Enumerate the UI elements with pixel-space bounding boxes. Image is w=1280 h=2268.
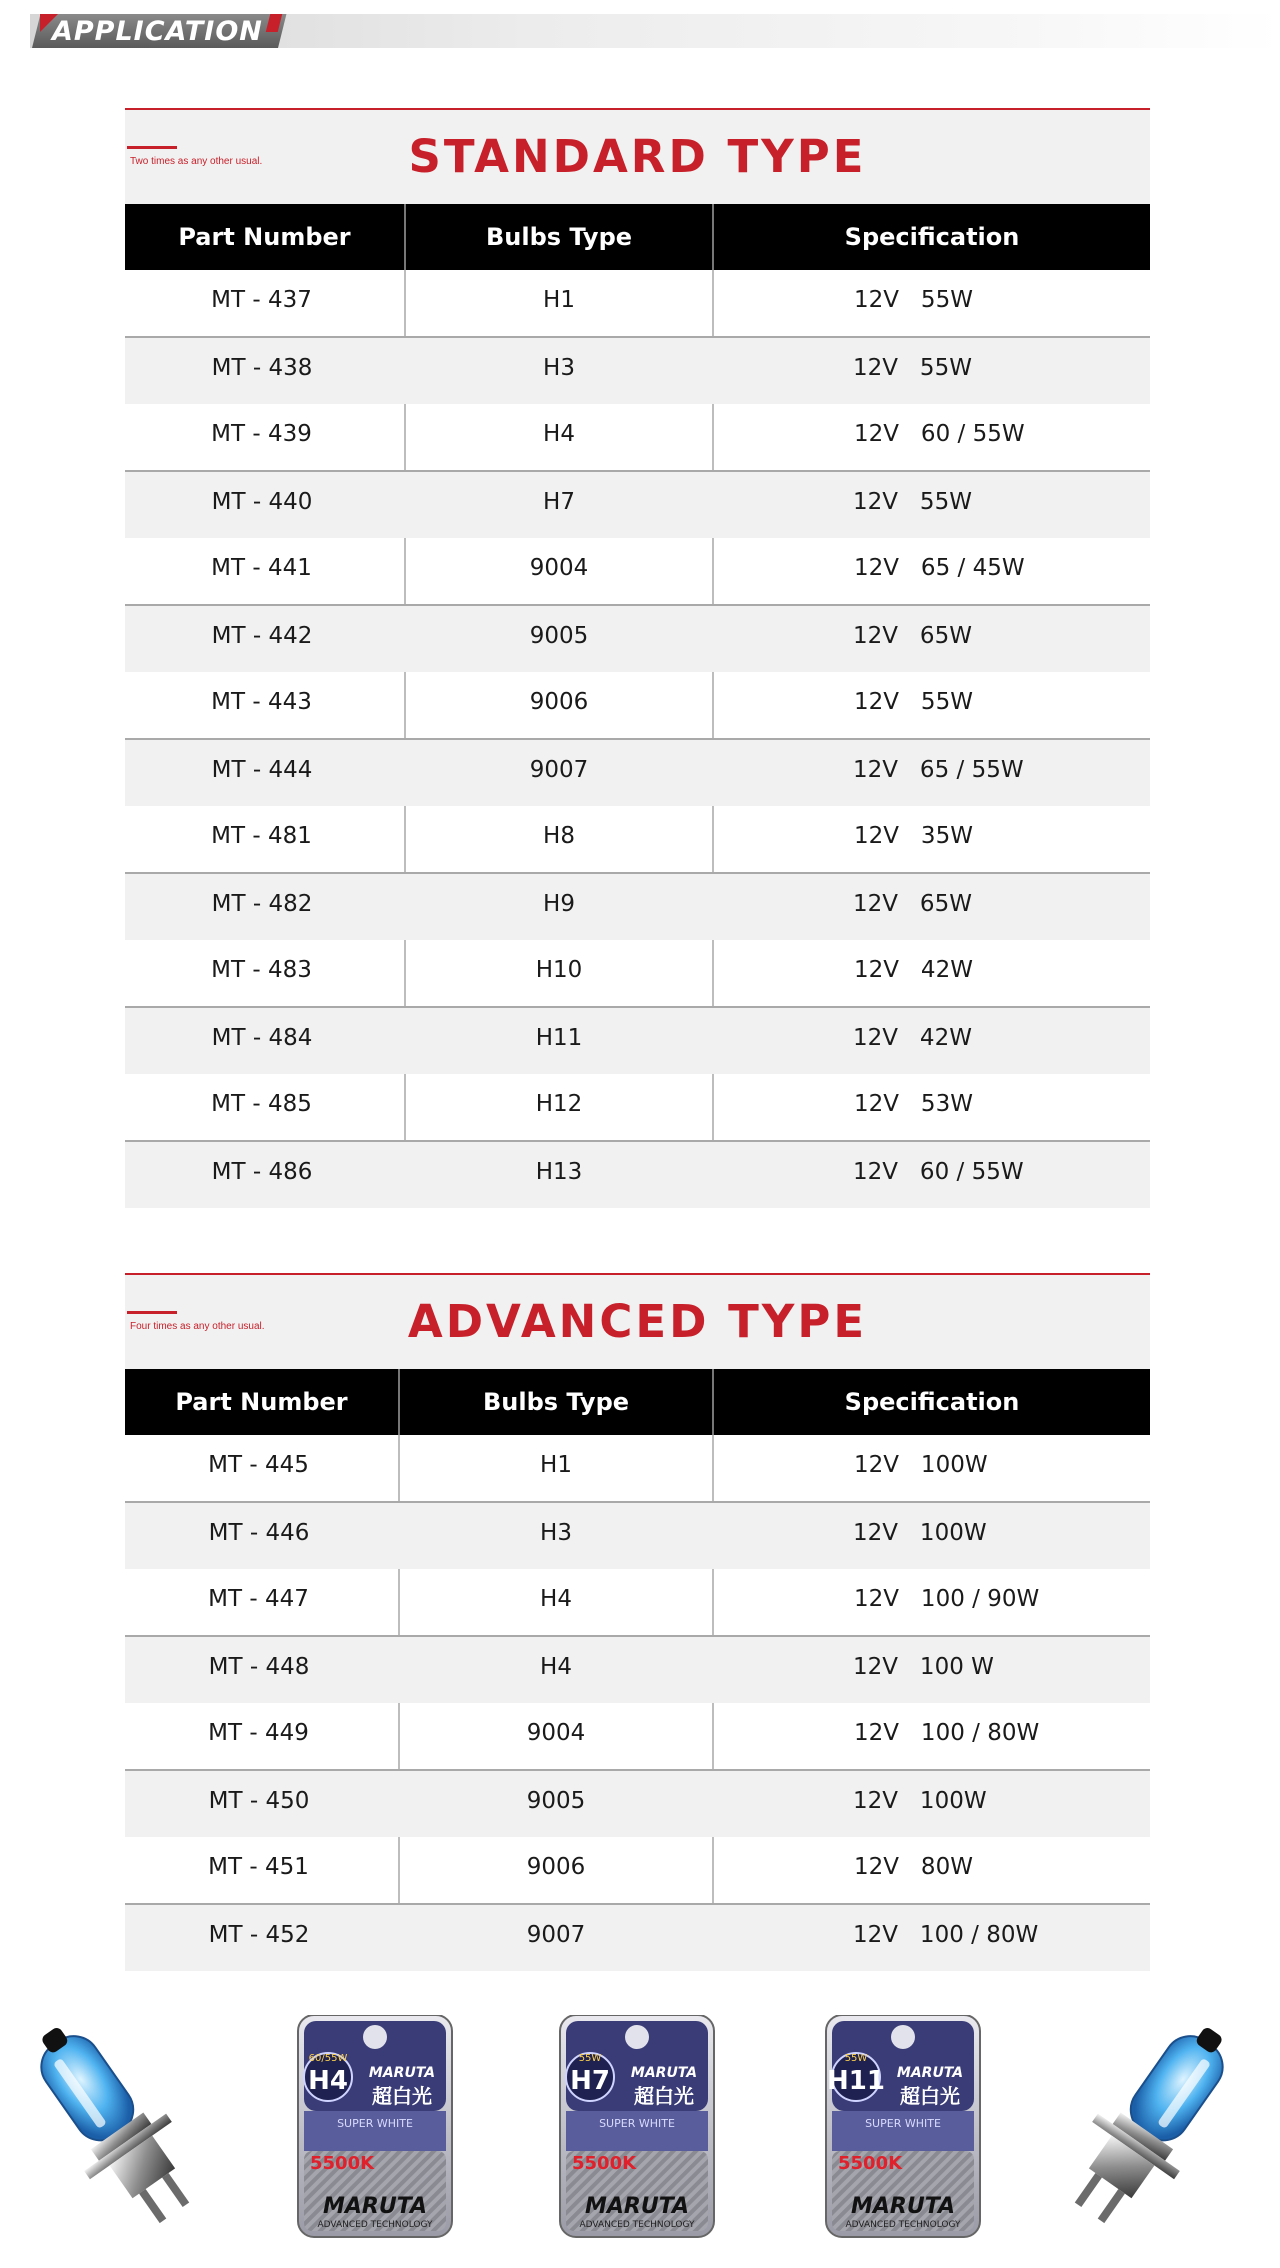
bulb-type-cell: 9005 (405, 605, 713, 672)
box-wattage: 55W (844, 2053, 868, 2064)
specification-cell: 12V 42W (713, 1007, 1150, 1074)
bulb-type-cell: 9004 (399, 1703, 713, 1770)
bulb-type-cell: H13 (405, 1141, 713, 1208)
specification-cell: 12V 55W (713, 471, 1150, 538)
table-row (125, 672, 1150, 739)
part-number-cell: MT - 443 (125, 672, 405, 739)
part-number-cell: MT - 441 (125, 538, 405, 605)
specification-cell: 12V 100 / 80W (713, 1703, 1150, 1770)
col-header-specification: Specification (713, 1369, 1150, 1435)
part-number-cell: MT - 482 (125, 873, 405, 940)
section-title: STANDARD TYPE (408, 130, 867, 183)
table-row (125, 1141, 1150, 1208)
box-brand-top: MARUTA (368, 2065, 436, 2081)
bulb-type-cell: H1 (399, 1435, 713, 1502)
part-number-cell: MT - 442 (125, 605, 405, 672)
bulb-type-cell: H12 (405, 1074, 713, 1141)
col-header-bulbs-type: Bulbs Type (399, 1369, 713, 1435)
part-number-cell: MT - 447 (125, 1569, 399, 1636)
part-number-cell: MT - 451 (125, 1837, 399, 1904)
table-row (125, 806, 1150, 873)
table-row (125, 1837, 1150, 1904)
bulb-type-cell: 9007 (405, 739, 713, 806)
specification-cell: 12V 55W (713, 270, 1150, 337)
box-color-temp: 5500K (310, 2153, 375, 2174)
bulb-type-cell: H4 (399, 1569, 713, 1636)
part-number-cell: MT - 481 (125, 806, 405, 873)
part-number-cell: MT - 446 (125, 1502, 399, 1569)
box-tagline: ADVANCED TECHNOLOGY (579, 2220, 695, 2230)
section-header (125, 108, 1150, 204)
table-row (125, 270, 1150, 337)
bulb-type-cell: H11 (405, 1007, 713, 1074)
table-row (125, 605, 1150, 672)
col-header-specification: Specification (713, 204, 1150, 270)
part-number-cell: MT - 486 (125, 1141, 405, 1208)
box-brand: MARUTA (584, 2194, 690, 2219)
specification-cell: 12V 65 / 45W (713, 538, 1150, 605)
specification-cell: 12V 100 / 80W (713, 1904, 1150, 1971)
table-row (125, 1703, 1150, 1770)
table-row (125, 1569, 1150, 1636)
specification-cell: 12V 100W (713, 1502, 1150, 1569)
bulb-type-cell: H1 (405, 270, 713, 337)
section-title: ADVANCED TYPE (407, 1295, 868, 1348)
bulb-type-cell: H7 (405, 471, 713, 538)
specification-cell: 12V 65W (713, 605, 1150, 672)
bulb-type-cell: H4 (405, 404, 713, 471)
table-row (125, 471, 1150, 538)
section-tagline: Four times as any other usual. (130, 1321, 265, 1332)
part-number-cell: MT - 444 (125, 739, 405, 806)
part-number-cell: MT - 437 (125, 270, 405, 337)
bulb-type-cell: 9007 (399, 1904, 713, 1971)
part-number-cell: MT - 450 (125, 1770, 399, 1837)
product-box-image (818, 2015, 988, 2240)
specification-cell: 12V 80W (713, 1837, 1150, 1904)
bulb-type-cell: H3 (399, 1502, 713, 1569)
standard-type-section (125, 108, 1150, 1208)
table-row (125, 873, 1150, 940)
box-chinese-label: 超白光 (900, 2084, 960, 2108)
part-number-cell: MT - 440 (125, 471, 405, 538)
box-brand-top: MARUTA (896, 2065, 964, 2081)
table-row (125, 1904, 1150, 1971)
table-header-row (125, 204, 1150, 270)
box-tagline: ADVANCED TECHNOLOGY (317, 2220, 433, 2230)
part-number-cell: MT - 438 (125, 337, 405, 404)
bulb-type-cell: 9005 (399, 1770, 713, 1837)
bulb-type-cell: 9006 (405, 672, 713, 739)
specification-cell: 12V 100W (713, 1770, 1150, 1837)
banner-label: APPLICATION (52, 16, 263, 47)
part-number-cell: MT - 448 (125, 1636, 399, 1703)
bulb-type-cell: H4 (399, 1636, 713, 1703)
product-box-image (290, 2015, 460, 2240)
specification-cell: 12V 60 / 55W (713, 404, 1150, 471)
bulb-type-cell: 9006 (399, 1837, 713, 1904)
specification-cell: 12V 42W (713, 940, 1150, 1007)
box-line-label: SUPER WHITE (865, 2117, 941, 2130)
application-banner (0, 0, 1280, 60)
col-header-part-number: Part Number (125, 1369, 399, 1435)
col-header-part-number: Part Number (125, 204, 405, 270)
table-row (125, 1502, 1150, 1569)
bulb-type-cell: H9 (405, 873, 713, 940)
table-row (125, 1074, 1150, 1141)
table-header-row (125, 1369, 1150, 1435)
table-row (125, 1435, 1150, 1502)
box-line-label: SUPER WHITE (337, 2117, 413, 2130)
halogen-bulb-image-left (4, 2013, 214, 2243)
specification-cell: 12V 35W (713, 806, 1150, 873)
standard-spec-table (125, 204, 1150, 1208)
box-tagline: ADVANCED TECHNOLOGY (845, 2220, 961, 2230)
table-row (125, 1007, 1150, 1074)
specification-cell: 12V 53W (713, 1074, 1150, 1141)
advanced-spec-table (125, 1369, 1150, 1971)
box-bulb-type: H4 (308, 2066, 348, 2096)
box-color-temp: 5500K (572, 2153, 637, 2174)
box-brand: MARUTA (322, 2194, 428, 2219)
specification-cell: 12V 100 / 90W (713, 1569, 1150, 1636)
col-header-bulbs-type: Bulbs Type (405, 204, 713, 270)
section-header (125, 1273, 1150, 1369)
box-color-temp: 5500K (838, 2153, 903, 2174)
product-box-image (552, 2015, 722, 2240)
box-bulb-type: H11 (827, 2066, 885, 2096)
part-number-cell: MT - 452 (125, 1904, 399, 1971)
specification-cell: 12V 65 / 55W (713, 739, 1150, 806)
box-wattage: 60/55W (308, 2053, 348, 2064)
table-row (125, 940, 1150, 1007)
section-tagline: Two times as any other usual. (130, 156, 263, 167)
specification-cell: 12V 55W (713, 672, 1150, 739)
table-row (125, 538, 1150, 605)
specification-cell: 12V 55W (713, 337, 1150, 404)
specification-cell: 12V 100 W (713, 1636, 1150, 1703)
box-brand-top: MARUTA (630, 2065, 698, 2081)
specification-cell: 12V 65W (713, 873, 1150, 940)
table-row (125, 337, 1150, 404)
part-number-cell: MT - 449 (125, 1703, 399, 1770)
table-row (125, 1770, 1150, 1837)
part-number-cell: MT - 445 (125, 1435, 399, 1502)
advanced-type-section (125, 1273, 1150, 1971)
box-line-label: SUPER WHITE (599, 2117, 675, 2130)
table-row (125, 739, 1150, 806)
bulb-type-cell: H8 (405, 806, 713, 873)
bulb-type-cell: H3 (405, 337, 713, 404)
part-number-cell: MT - 485 (125, 1074, 405, 1141)
bulb-type-cell: 9004 (405, 538, 713, 605)
bulb-type-cell: H10 (405, 940, 713, 1007)
box-wattage: 55W (578, 2053, 602, 2064)
box-chinese-label: 超白光 (634, 2084, 694, 2108)
box-chinese-label: 超白光 (372, 2084, 432, 2108)
part-number-cell: MT - 439 (125, 404, 405, 471)
part-number-cell: MT - 484 (125, 1007, 405, 1074)
box-bulb-type: H7 (570, 2066, 610, 2096)
table-row (125, 1636, 1150, 1703)
box-brand: MARUTA (850, 2194, 956, 2219)
product-gallery (0, 1995, 1280, 2268)
specification-cell: 12V 60 / 55W (713, 1141, 1150, 1208)
specification-cell: 12V 100W (713, 1435, 1150, 1502)
halogen-bulb-image-right (1050, 2013, 1260, 2243)
part-number-cell: MT - 483 (125, 940, 405, 1007)
table-row (125, 404, 1150, 471)
